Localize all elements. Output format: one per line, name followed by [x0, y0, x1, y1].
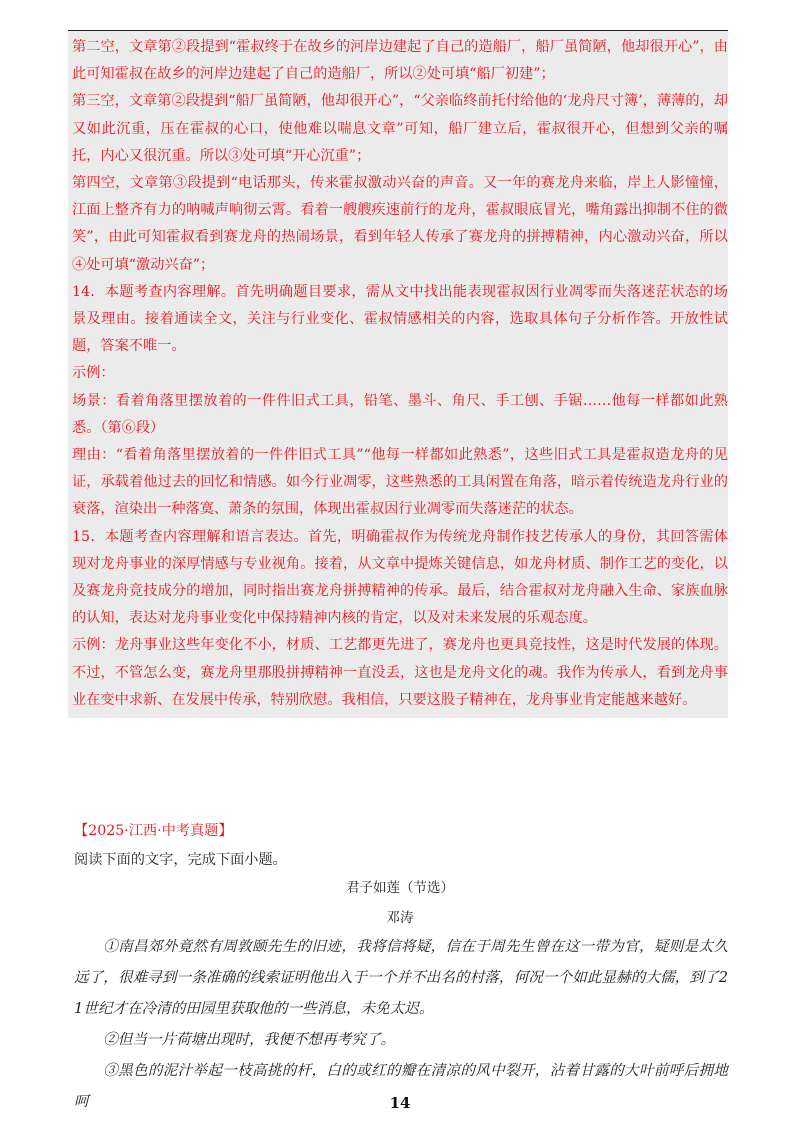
answer-paragraph-blank-2: 第二空，文章第②段提到“霍叔终于在故乡的河岸边建起了自己的造船厂，船厂虽简陋，他却很开心”，由此可知霍叔在故乡的河岸边建起了自己的造船厂，所以②处可填“船厂初建”； [72, 39, 728, 83]
answer-paragraph-q15: 15．本题考查内容理解和语言表达。首先，明确霍叔作为传统龙舟制作技艺传承人的身份，其回答需体现对龙舟事业的深厚情感与专业视角。接着，从文章中提炼关键信息，如龙舟材质、制作工艺的变化，以及赛龙舟竞技成分的增加，同时指出赛龙舟拼搏精神的传承。最后，结合霍叔对龙舟融入生命、家族血脉的认知，表达对龙舟事业变化中保持精神内核的肯定，以及对未来发展的乐观态度。 [72, 528, 728, 627]
answer-example-label: 示例： [72, 365, 115, 382]
essay-body [74, 931, 728, 1117]
essay-author: 邓涛 [386, 910, 414, 926]
essay-paragraph-3: ③黑色的泥汁举起一枝高挑的杆，白的或红的瓣在清凉的风中裂开，沾着甘露的大叶前呼后拥地呵 [74, 1062, 728, 1110]
essay-paragraph-2: ②但当一片荷塘出现时，我便不想再考究了。 [103, 1031, 396, 1048]
answer-reason: 理由：“看着角落里摆放着的一件件旧式工具”“他每一样都如此熟悉”，这些旧式工具是霍叔造龙舟的见证，承载着他过去的回忆和情感。如今行业凋零，这些熟悉的工具闲置在角落，暗示着传统造龙舟行业的衰落，渲染出一种落寞、萧条的氛围，体现出霍叔因行业凋零而失落迷茫的状态。 [72, 447, 728, 518]
page-number: 14 [389, 1094, 411, 1112]
answer-q15-example: 示例：龙舟事业这些年变化不小，材质、工艺都更先进了，赛龙舟也更具竞技性，这是时代发展的体现。不过，不管怎么变，赛龙舟里那股拼搏精神一直没丢，这也是龙舟文化的魂。我作为传承人，看到龙舟事业在变中求新、在发展中传承，特别欣慰。我相信，只要这股子精神在，龙舟事业肯定能越来越好。 [72, 637, 728, 708]
answer-scene: 场景：看着角落里摆放着的一件件旧式工具，铅笔、墨斗、角尺、手工刨、手锯……他每一样都如此熟悉。（第⑥段） [72, 392, 728, 436]
reading-instruction: 阅读下面的文字，完成下面小题。 [74, 852, 287, 868]
essay-paragraph-1: ①南昌郊外竟然有周敦颐先生的旧迹，我将信将疑，信在于周先生曾在这一带为官，疑则是太久远了，很难寻到一条准确的线索证明他出入于一个并不出名的村落，何况一个如此显赫的大儒，到了21世纪才在冷清的田园里获取他的一些消息，未免太迟。 [74, 938, 728, 1017]
essay-title: 君子如莲（节选） [346, 880, 454, 896]
answer-paragraph-blank-4: 第四空，文章第③段提到“电话那头，传来霍叔激动兴奋的声音。又一年的赛龙舟来临，岸上人影憧憧，江面上整齐有力的呐喊声响彻云霄。看着一艘艘疾速前行的龙舟，霍叔眼底冒光，嘴角露出抑制不住的微笑”，由此可知霍叔看到赛龙舟的热闹场景，看到年轻人传承了赛龙舟的拼搏精神，内心激动兴奋，所以④处可填“激动兴奋”； [72, 175, 728, 273]
answer-paragraph-q14: 14．本题考查内容理解。首先明确题目要求，需从文中找出能表现霍叔因行业凋零而失落迷茫状态的场景及理由。接着通读全文，关注与行业变化、霍叔情感相关的内容，选取具体句子分析作答。开放性试题，答案不唯一。 [72, 283, 728, 355]
answer-explanation-block [68, 30, 728, 718]
answer-paragraph-blank-3: 第三空，文章第②段提到“船厂虽简陋，他却很开心”，“父亲临终前托付给他的‘龙舟尺寸簿’，薄薄的，却又如此沉重，压在霍叔的心口，使他难以喘息文章”可知，船厂建立后，霍叔很开心，但想到父亲的嘱托，内心又很沉重。所以③处可填“开心沉重”； [72, 93, 728, 164]
source-tag: 【2025·江西·中考真题】 [74, 823, 233, 839]
